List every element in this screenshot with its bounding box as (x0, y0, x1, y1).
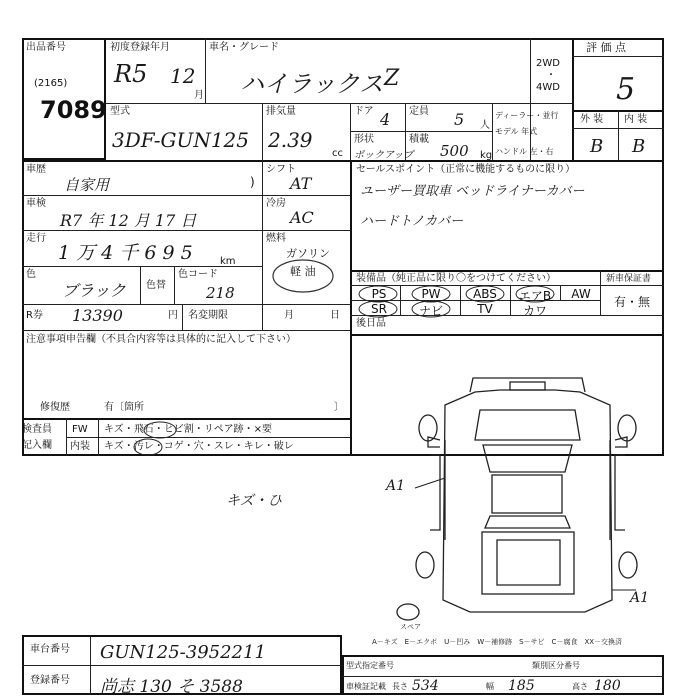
repair-close: 〕 (334, 402, 344, 413)
sales-line2: ハードトノカバー (360, 214, 464, 229)
inspection-value: R7 年 12 月 17 日 (60, 211, 197, 230)
length-label: 長さ (392, 682, 408, 691)
doors-value: 4 (380, 110, 391, 129)
warranty-value: 有・無 (614, 295, 651, 309)
fuel-label: 燃料 (266, 233, 286, 244)
equip-tv: TV (477, 302, 493, 316)
exterior-grade: B (590, 136, 604, 157)
equip-ps: PS (371, 287, 387, 301)
check-label: 検査員 (22, 424, 52, 435)
type-label: 型式 (110, 106, 130, 117)
mileage-label: 走行 (26, 233, 46, 244)
int-label: 内装 (70, 441, 90, 452)
drive-4wd: 4WD (536, 82, 560, 93)
after-label: 後日品 (356, 318, 386, 329)
notes-label: 注意事項申告欄（不具合内容等は具体的に記入して下さい） (26, 334, 296, 345)
interior-label: 内 装 (624, 114, 648, 125)
shape-label: 形状 (354, 134, 374, 145)
mark-a1-left: A1 (386, 478, 406, 494)
height-value: 180 (594, 678, 621, 694)
chassis-label: 車台番号 (30, 644, 70, 655)
sales-line1: ユーザー買取車 ベッドライナーカバー (360, 184, 585, 199)
mileage-unit: km (220, 256, 236, 267)
doors-label: ドア (354, 106, 374, 117)
recycle-value: 13390 (72, 306, 123, 325)
equip-leather: カワ (522, 304, 547, 318)
chassis-value: GUN125-3952211 (100, 642, 266, 663)
lot-label: 出品番号 (26, 42, 66, 53)
class-num-label: 類別区分番号 (532, 661, 580, 670)
drive-2wd: 2WD (536, 58, 560, 69)
inspection-label: 車検 (26, 198, 46, 209)
width-value: 185 (508, 678, 535, 694)
mileage-value: 1 万 4 千 6 9 5 (58, 242, 193, 264)
first-reg-label: 初度登録年月 (110, 42, 170, 53)
recycle-unit: 円 (168, 310, 178, 321)
int-items: キズ・汚レ・コゲ・穴・スレ・キレ・破レ (104, 441, 294, 452)
grade: Z (384, 66, 400, 91)
lot-prefix: (2165) (34, 78, 68, 89)
equip-airbag: エアB (518, 289, 552, 303)
cert-label: 車検証記載 (346, 682, 386, 691)
equipment-label: 装備品（純正品に限り〇をつけてください） (356, 273, 556, 284)
color-label: 色 (26, 269, 36, 280)
lot-number: 7089 (40, 96, 107, 124)
equip-navi: ナビ (418, 304, 443, 318)
color-code-value: 218 (206, 284, 235, 302)
score-value: 5 (616, 72, 636, 107)
history-label: 車歴 (26, 164, 46, 175)
fuel-gasoline: ガソリン (286, 247, 330, 260)
fw-items: キズ・飛石・ヒビ割・リペア跡・×要 (104, 424, 272, 435)
capacity-value: 5 (454, 110, 465, 129)
shift-value: AT (290, 174, 312, 193)
load-label: 積載 (409, 134, 429, 145)
aircon-value: AC (290, 208, 314, 227)
displacement-value: 2.39 (268, 128, 313, 152)
displacement-label: 排気量 (266, 106, 296, 117)
name-change-day: 日 (330, 310, 340, 321)
shift-label: シフト (266, 164, 296, 175)
exterior-label: 外 装 (580, 114, 604, 125)
mark-a1-right: A1 (630, 590, 650, 606)
type-num-label: 型式指定番号 (346, 661, 394, 670)
car-name: ハイラックス (240, 70, 384, 98)
fw-label: FW (72, 424, 88, 435)
car-name-label: 車名・グレード (209, 42, 279, 53)
history-value: 自家用 (64, 176, 110, 194)
length-value: 534 (412, 678, 439, 694)
warranty-label: 新車保証書 (606, 274, 652, 284)
color-code-label: 色コード (178, 269, 218, 280)
fuel-diesel: 軽 油 (290, 265, 316, 278)
first-reg-month-unit: 月 (194, 90, 204, 101)
displacement-unit: cc (332, 148, 343, 159)
equip-abs: ABS (473, 287, 497, 301)
spare-label: スペア (400, 623, 421, 631)
color-swap-label: 色替 (146, 280, 166, 291)
recycle-label: R券 (26, 310, 43, 321)
aircon-label: 冷房 (266, 198, 286, 209)
score-label: 評 価 点 (586, 41, 626, 54)
equip-pw: PW (421, 287, 441, 301)
type-value: 3DF-GUN125 (112, 128, 250, 152)
repair-label: 修復歴 (40, 402, 70, 413)
equip-aw: AW (571, 287, 591, 301)
capacity-label: 定員 (409, 106, 429, 117)
interior-grade: B (632, 136, 646, 157)
handle-label: ハンドル 左・右 (495, 147, 554, 156)
repair-value: 有〔箇所 (104, 402, 144, 413)
name-change-label: 名変期限 (188, 310, 228, 321)
dealer-label: ディーラー・並行 (495, 111, 559, 120)
sales-label: セールスポイント（正常に機能するものに限り） (356, 164, 576, 175)
damage-legend: A－キズ E－エクボ U－凹み W－補修跡 S－サビ C－腐食 XX－交換済 (372, 638, 623, 646)
load-value: 500 (440, 142, 469, 160)
name-change-month: 月 (284, 310, 294, 321)
handwritten-note: キズ・ひ (226, 493, 282, 509)
check-label2: 記入欄 (22, 440, 52, 451)
height-label: 高さ (572, 682, 588, 691)
first-reg-era: R5 (114, 60, 148, 88)
width-label: 幅 (486, 682, 494, 691)
capacity-unit: 人 (480, 120, 490, 131)
shape-value: ポックアップ (354, 150, 414, 161)
model-year-label: モデル 年式 (495, 127, 538, 136)
color-value: ブラック (62, 281, 126, 300)
load-unit: kg (480, 150, 493, 161)
equip-sr: SR (371, 302, 387, 316)
reg-value: 尚志 130 そ 3588 (100, 677, 243, 697)
first-reg-month: 12 (170, 64, 196, 88)
reg-label: 登録番号 (30, 675, 70, 686)
